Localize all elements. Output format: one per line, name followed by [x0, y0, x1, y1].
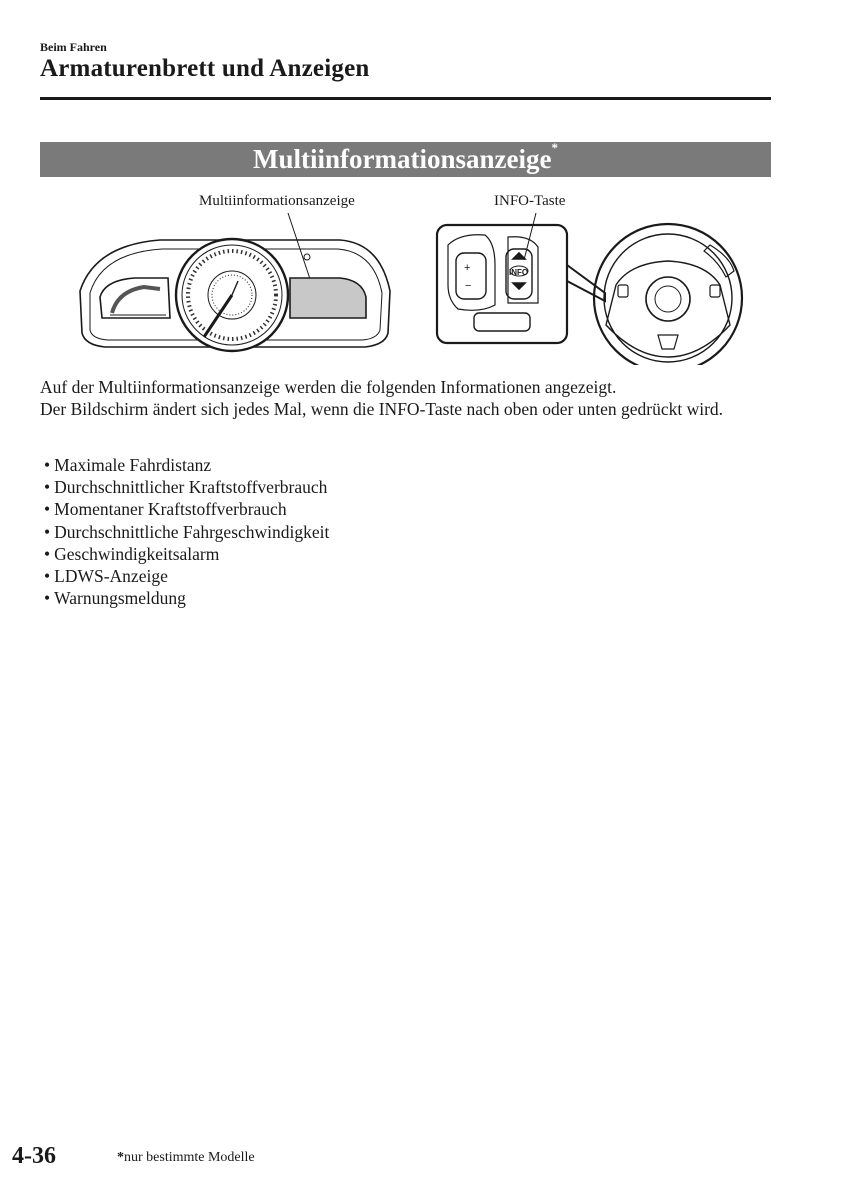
instrument-illustration — [40, 185, 771, 365]
list-item: • Geschwindigkeitsalarm — [44, 543, 329, 565]
list-item: • Momentaner Kraftstoffverbrauch — [44, 498, 329, 520]
svg-text:−: − — [465, 280, 472, 292]
list-item: • Warnungsmeldung — [44, 587, 329, 609]
list-item: • LDWS-Anzeige — [44, 565, 329, 587]
instrument-figure — [40, 185, 771, 365]
section-heading — [40, 142, 771, 177]
chapter-label: Beim Fahren — [40, 40, 107, 54]
list-item: • Maximale Fahrdistanz — [44, 454, 329, 476]
page-number: 4-36 — [12, 1143, 56, 1169]
footnote — [117, 1150, 255, 1166]
section-title: Multiinformationsanzeige — [253, 144, 552, 174]
list-item: • Durchschnittliche Fahrgeschwindigkeit — [44, 521, 329, 543]
footnote-text: nur bestimmte Modelle — [124, 1150, 255, 1165]
volume-switch — [456, 253, 486, 299]
info-button-text: INFO — [509, 268, 529, 277]
list-item: • Durchschnittlicher Kraftstoffverbrauch — [44, 476, 329, 498]
body-text — [40, 376, 780, 420]
page-title: Armaturenbrett und Anzeigen — [40, 55, 370, 82]
multiinformation-display — [290, 278, 366, 318]
leader-line-button — [524, 213, 536, 260]
paragraph-intro: Auf der Multiinformationsanzeige werden die folgenden Informationen angezeigt. — [40, 377, 617, 397]
section-marker: * — [551, 140, 558, 155]
paragraph-info-button: Der Bildschirm ändert sich jedes Mal, wenn die INFO-Taste nach oben oder unten gedrückt wird. — [40, 399, 724, 419]
title-divider — [40, 97, 771, 100]
svg-text:+: + — [464, 262, 471, 274]
info-list — [44, 454, 329, 609]
label-multiinformation-display: Multiinformationsanzeige — [199, 193, 355, 209]
voice-button — [474, 313, 530, 331]
label-info-button: INFO-Taste — [494, 193, 566, 209]
footnote-marker: * — [117, 1150, 124, 1165]
